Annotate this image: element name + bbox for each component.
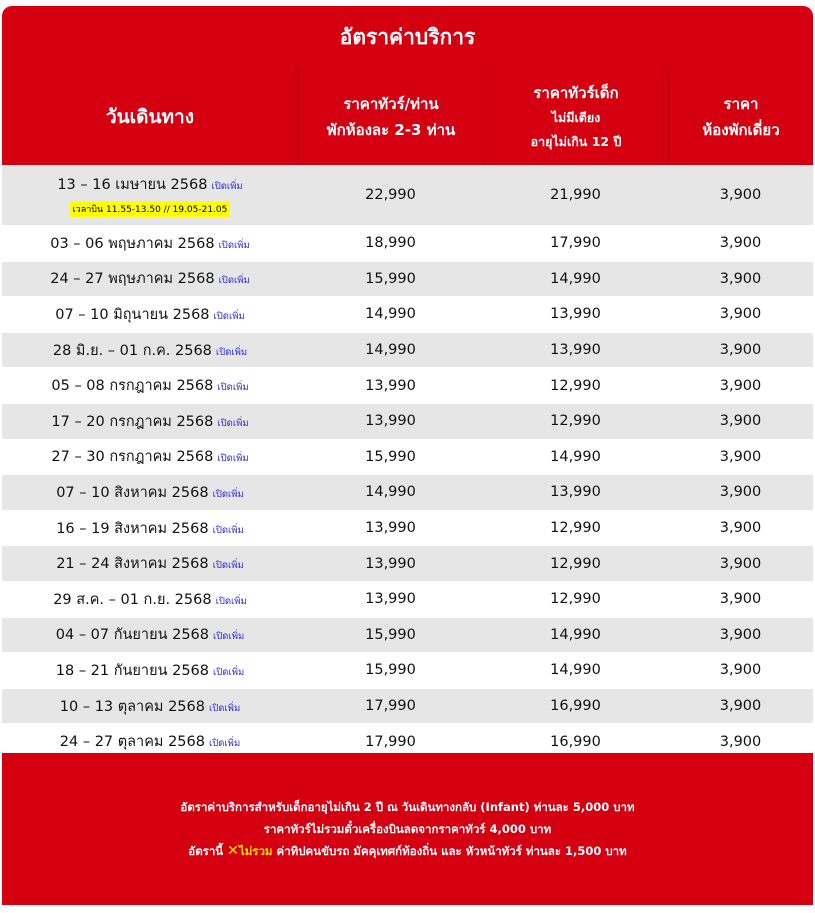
header-single-room [668,69,813,165]
child-price-cell: 12,990 [483,510,668,546]
rates-table-body [2,165,813,759]
single-room-cell: 3,900 [668,332,813,368]
table-row [2,368,813,404]
table-row [2,439,813,475]
adult-price-cell: 15,990 [298,653,483,689]
table-row [2,475,813,511]
single-room-cell: 3,900 [668,368,813,404]
single-room-cell: 3,900 [668,510,813,546]
single-room-cell: 3,900 [668,297,813,333]
travel-date: 04 – 07 กันยายน 2568 [55,627,209,644]
single-room-cell: 3,900 [668,439,813,475]
header-single-room-line1: ราคา [723,95,759,113]
table-row [2,165,813,226]
date-cell [2,226,298,262]
note-tips [188,840,626,862]
date-cell [2,617,298,653]
open-more-link[interactable]: เปิดเพิ่ม [212,560,244,572]
open-more-link[interactable]: เปิดเพิ่ม [215,595,247,607]
open-more-link[interactable]: เปิดเพิ่ม [208,702,241,714]
header-single-room-line2: ห้องพักเดี่ยว [702,121,780,139]
child-price-cell: 12,990 [483,403,668,439]
note-no-ticket: ราคาทัวร์ไม่รวมตั๋วเครื่องบินลดจากราคาทัวร์ 4,000 บาท [263,822,552,836]
table-row [2,332,813,368]
table-header [2,69,813,165]
single-room-cell: 3,900 [668,165,813,226]
adult-price-cell: 14,990 [298,297,483,333]
open-more-link[interactable]: เปิดเพิ่ม [213,666,245,678]
header-child-price-line2: ไม่มีเตียง [551,110,601,125]
header-travel-date-label: วันเดินทาง [106,106,194,128]
travel-date: 16 – 19 สิงหาคม 2568 [56,520,209,537]
adult-price-cell: 22,990 [298,165,483,226]
child-price-cell: 12,990 [483,546,668,582]
table-row [2,617,813,653]
open-more-link[interactable]: เปิดเพิ่ม [217,453,249,465]
travel-date: 07 – 10 สิงหาคม 2568 [56,484,209,501]
table-row [2,261,813,297]
single-room-cell: 3,900 [668,403,813,439]
table-title: อัตราค่าบริการ [2,6,813,69]
date-cell [2,688,298,724]
adult-price-cell: 13,990 [298,403,483,439]
open-more-link[interactable]: เปิดเพิ่ม [218,239,250,251]
table-row [2,510,813,546]
table-row [2,403,813,439]
adult-price-cell: 17,990 [298,724,483,760]
travel-date: 05 – 08 กรกฎาคม 2568 [51,378,214,395]
table-row [2,297,813,333]
travel-date: 10 – 13 ตุลาคม 2568 [59,698,205,715]
note-infant: อัตราค่าบริการสำหรับเด็กอายุไม่เกิน 2 ปี ณ วันเดินทางกลับ (Infant) ท่านละ 5,000 บาท [180,800,635,814]
adult-price-cell: 15,990 [298,261,483,297]
adult-price-cell: 15,990 [298,617,483,653]
note-tips-suffix: ค่าทิปคนขับรถ มัคคุเทศก์ท้องถิ่น และ หัวหน้าทัวร์ ท่านละ 1,500 บาท [276,844,627,858]
date-cell [2,165,298,226]
open-more-link[interactable]: เปิดเพิ่ม [215,346,248,358]
open-more-link[interactable]: เปิดเพิ่ม [211,181,243,192]
single-room-cell: 3,900 [668,261,813,297]
travel-date: 24 – 27 ตุลาคม 2568 [59,734,205,751]
notes-box [2,753,813,905]
child-price-cell: 16,990 [483,724,668,760]
single-room-cell: 3,900 [668,581,813,617]
table-row [2,546,813,582]
date-cell [2,510,298,546]
single-room-cell: 3,900 [668,475,813,511]
single-room-cell: 3,900 [668,546,813,582]
adult-price-cell: 13,990 [298,546,483,582]
child-price-cell: 14,990 [483,261,668,297]
adult-price-cell: 13,990 [298,368,483,404]
travel-date: 03 – 06 พฤษภาคม 2568 [50,235,215,252]
table-row [2,226,813,262]
travel-date: 21 – 24 สิงหาคม 2568 [56,556,209,573]
date-cell [2,546,298,582]
travel-date: 24 – 27 พฤษภาคม 2568 [50,271,215,288]
single-room-cell: 3,900 [668,226,813,262]
rate-table-container [2,6,813,760]
child-price-cell: 12,990 [483,581,668,617]
adult-price-cell: 18,990 [298,226,483,262]
x-mark-icon: ✕ [227,843,239,859]
travel-date: 18 – 21 กันยายน 2568 [55,662,209,679]
child-price-cell: 14,990 [483,439,668,475]
adult-price-cell: 13,990 [298,581,483,617]
open-more-link[interactable]: เปิดเพิ่ม [217,417,249,429]
single-room-cell: 3,900 [668,724,813,760]
adult-price-cell: 17,990 [298,688,483,724]
header-travel-date [2,69,298,165]
child-price-cell: 14,990 [483,653,668,689]
rates-table [2,165,813,760]
note-tips-prefix: อัตรานี้ [188,844,224,858]
date-cell [2,581,298,617]
header-adult-price [298,69,483,165]
travel-date: 07 – 10 มิถุนายน 2568 [55,306,210,323]
date-cell [2,297,298,333]
header-child-price-line3: อายุไม่เกิน 12 ปี [530,134,622,149]
adult-price-cell: 14,990 [298,475,483,511]
adult-price-cell: 14,990 [298,332,483,368]
travel-date: 27 – 30 กรกฎาคม 2568 [51,449,214,466]
table-row [2,581,813,617]
child-price-cell: 21,990 [483,165,668,226]
date-cell [2,261,298,297]
travel-date: 17 – 20 กรกฎาคม 2568 [51,413,214,430]
single-room-cell: 3,900 [668,653,813,689]
single-room-cell: 3,900 [668,617,813,653]
single-room-cell: 3,900 [668,688,813,724]
note-tips-highlight: ไม่รวม [238,844,273,858]
travel-date: 28 มิ.ย. – 01 ก.ค. 2568 [52,342,212,359]
child-price-cell: 13,990 [483,332,668,368]
adult-price-cell: 13,990 [298,510,483,546]
child-price-cell: 17,990 [483,226,668,262]
open-more-link[interactable]: เปิดเพิ่ม [218,275,250,287]
date-cell [2,653,298,689]
open-more-link[interactable]: เปิดเพิ่ม [212,488,244,500]
child-price-cell: 14,990 [483,617,668,653]
header-adult-price-line2: พักห้องละ 2-3 ท่าน [326,121,456,139]
table-row [2,688,813,724]
child-price-cell: 13,990 [483,297,668,333]
date-cell [2,332,298,368]
date-cell [2,439,298,475]
open-more-link[interactable]: เปิดเพิ่ม [217,382,249,394]
adult-price-cell: 15,990 [298,439,483,475]
child-price-cell: 13,990 [483,475,668,511]
flight-time-badge: เวลาบิน 11.55-13.50 // 19.05-21.05 [70,201,231,217]
header-adult-price-line1: ราคาทัวร์/ท่าน [343,95,439,113]
table-row [2,653,813,689]
header-child-price-line1: ราคาทัวร์เด็ก [533,84,619,102]
open-more-link[interactable]: เปิดเพิ่ม [213,631,245,643]
child-price-cell: 16,990 [483,688,668,724]
date-cell [2,368,298,404]
date-cell [2,403,298,439]
travel-date: 13 – 16 เมษายน 2568 [57,177,208,193]
open-more-link[interactable]: เปิดเพิ่ม [213,310,245,322]
open-more-link[interactable]: เปิดเพิ่ม [208,738,241,750]
travel-date: 29 ส.ค. – 01 ก.ย. 2568 [53,591,212,608]
open-more-link[interactable]: เปิดเพิ่ม [212,524,244,536]
date-cell [2,475,298,511]
child-price-cell: 12,990 [483,368,668,404]
header-child-price [483,69,668,165]
